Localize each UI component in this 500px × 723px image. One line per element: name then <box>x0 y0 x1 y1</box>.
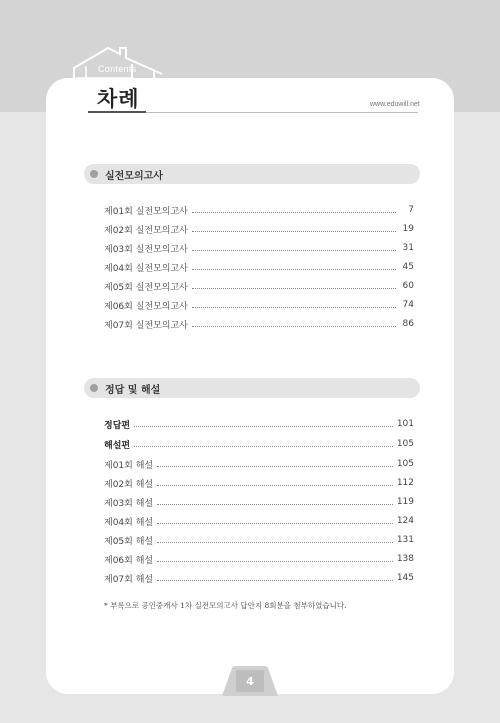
toc-entry-page: 31 <box>402 243 414 253</box>
toc-entry-label: 정답편 <box>104 420 131 431</box>
toc-entry-page: 86 <box>402 319 414 329</box>
dot-leader <box>192 288 396 289</box>
section-heading-label: 실전모의고사 <box>105 171 163 182</box>
toc-entry[interactable] <box>104 457 414 471</box>
dot-leader <box>134 446 393 447</box>
toc-entry[interactable] <box>104 495 414 509</box>
toc-entry-page: 105 <box>396 439 414 449</box>
toc-entry-label: 제06회 해설 <box>104 555 154 566</box>
toc-entry[interactable] <box>104 514 414 528</box>
toc-entry-page: 60 <box>402 281 414 291</box>
page-number: 4 <box>246 675 254 688</box>
dot-leader <box>157 523 393 524</box>
dot-leader <box>157 542 393 543</box>
toc-entry-page: 119 <box>396 497 414 507</box>
dot-leader <box>157 504 393 505</box>
toc-entry-page: 19 <box>402 224 414 234</box>
page-title: 차례 <box>97 87 140 111</box>
dot-leader <box>157 485 393 486</box>
bullet-dot-icon <box>90 170 98 178</box>
toc-entry-label: 제03회 해설 <box>104 498 154 509</box>
contents-label: Contents <box>98 64 137 74</box>
toc-entry[interactable] <box>104 417 414 431</box>
toc-entry-label: 제04회 해설 <box>104 517 154 528</box>
toc-entry[interactable] <box>104 552 414 566</box>
toc-entry-page: 74 <box>402 300 414 310</box>
toc-entry[interactable] <box>104 476 414 490</box>
footnote: * 부록으로 공인중개사 1차 실전모의고사 답안지 8회분을 첨부하였습니다. <box>104 601 347 610</box>
toc-entry-label: 제07회 해설 <box>104 574 154 585</box>
toc-entry-label: 해설편 <box>104 440 131 451</box>
toc-entry-label: 제06회 실전모의고사 <box>104 301 188 312</box>
toc-entry[interactable] <box>104 222 414 236</box>
dot-leader <box>157 580 393 581</box>
toc-entry-label: 제02회 실전모의고사 <box>104 225 188 236</box>
toc-entry-page: 45 <box>402 262 414 272</box>
site-url: www.eduwill.net <box>370 101 420 108</box>
toc-entry-label: 제02회 해설 <box>104 479 154 490</box>
toc-entry-page: 101 <box>396 419 414 429</box>
toc-entry-page: 124 <box>396 516 414 526</box>
toc-entry[interactable] <box>104 298 414 312</box>
toc-entry-page: 105 <box>396 459 414 469</box>
dot-leader <box>192 307 396 308</box>
toc-entry[interactable] <box>104 437 414 451</box>
section-heading-mock-exams <box>84 164 420 184</box>
bullet-dot-icon <box>90 384 98 392</box>
section-heading-answers <box>84 378 420 398</box>
toc-entry-label: 제05회 실전모의고사 <box>104 282 188 293</box>
toc-entry-label: 제01회 해설 <box>104 460 154 471</box>
dot-leader <box>192 250 396 251</box>
toc-entry[interactable] <box>104 279 414 293</box>
toc-entry-page: 7 <box>408 205 414 215</box>
toc-entry[interactable] <box>104 260 414 274</box>
toc-entry-label: 제07회 실전모의고사 <box>104 320 188 331</box>
toc-entry[interactable] <box>104 203 414 217</box>
toc-entry[interactable] <box>104 241 414 255</box>
toc-entry-label: 제01회 실전모의고사 <box>104 206 188 217</box>
dot-leader <box>192 326 396 327</box>
dot-leader <box>192 212 396 213</box>
dot-leader <box>192 269 396 270</box>
toc-entry-label: 제04회 실전모의고사 <box>104 263 188 274</box>
toc-entry[interactable] <box>104 533 414 547</box>
toc-entry-page: 138 <box>396 554 414 564</box>
toc-entry[interactable] <box>104 317 414 331</box>
dot-leader <box>157 466 393 467</box>
toc-entry-label: 제03회 실전모의고사 <box>104 244 188 255</box>
toc-entry-page: 131 <box>396 535 414 545</box>
section-heading-label: 정답 및 해설 <box>105 385 161 396</box>
dot-leader <box>192 231 396 232</box>
dot-leader <box>134 426 393 427</box>
toc-entry-page: 145 <box>396 573 414 583</box>
title-divider-accent <box>88 111 146 113</box>
dot-leader <box>157 561 393 562</box>
toc-entry-label: 제05회 해설 <box>104 536 154 547</box>
toc-entry[interactable] <box>104 571 414 585</box>
toc-entry-page: 112 <box>396 478 414 488</box>
